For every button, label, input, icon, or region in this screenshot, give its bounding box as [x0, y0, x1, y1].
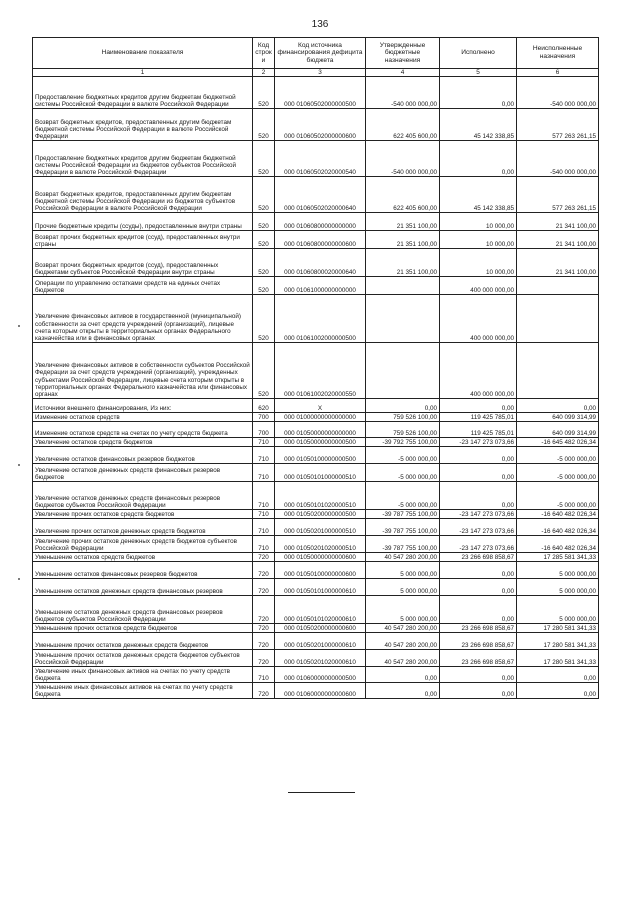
- header-line-code: Код строк и: [253, 38, 275, 69]
- footer-divider: [288, 792, 355, 793]
- row-name: Возврат бюджетных кредитов, предоставленных другим бюджетам бюджетной системы Российской Федерации из бюджетов субъектов Российской Федерации в валюте Российской Федерации: [33, 177, 253, 213]
- row-line-code: 520: [253, 343, 275, 399]
- row-name: Уменьшение остатков денежных средств финансовых резервов: [33, 579, 253, 596]
- row-unexecuted: 17 285 581 341,33: [517, 553, 599, 562]
- table-row: [33, 141, 599, 177]
- row-unexecuted: -16 640 482 026,34: [517, 519, 599, 536]
- table-row: [33, 579, 599, 596]
- row-executed: 0,00: [440, 579, 517, 596]
- row-executed: 0,00: [440, 399, 517, 413]
- row-approved: 0,00: [366, 667, 440, 683]
- column-index: 3: [275, 69, 366, 77]
- row-executed: 10 000,00: [440, 231, 517, 249]
- row-name: Уменьшение прочих остатков средств бюджетов: [33, 624, 253, 633]
- row-unexecuted: -5 000 000,00: [517, 464, 599, 482]
- row-unexecuted: -16 640 482 026,34: [517, 536, 599, 553]
- row-executed: 400 000 000,00: [440, 277, 517, 295]
- row-executed: 23 266 698 858,67: [440, 624, 517, 633]
- row-line-code: 710: [253, 667, 275, 683]
- table-row: [33, 422, 599, 438]
- row-source-code: 000 01050201020000510: [275, 536, 366, 553]
- row-line-code: 520: [253, 231, 275, 249]
- row-source-code: X: [275, 399, 366, 413]
- row-line-code: 720: [253, 562, 275, 579]
- row-approved: -5 000 000,00: [366, 464, 440, 482]
- row-source-code: 000 01050101000000610: [275, 579, 366, 596]
- row-line-code: 710: [253, 482, 275, 510]
- header-row: [33, 38, 599, 69]
- row-unexecuted: 0,00: [517, 399, 599, 413]
- page-number: 136: [311, 19, 329, 30]
- column-index: 4: [366, 69, 440, 77]
- row-approved: 0,00: [366, 683, 440, 699]
- row-line-code: 520: [253, 177, 275, 213]
- row-approved: 5 000 000,00: [366, 596, 440, 624]
- row-name: Увеличение прочих остатков средств бюджетов: [33, 510, 253, 519]
- table-row: [33, 667, 599, 683]
- row-name: Прочие бюджетные кредиты (ссуды), предоставленные внутри страны: [33, 213, 253, 231]
- table-row: [33, 683, 599, 699]
- row-approved: [366, 343, 440, 399]
- row-source-code: 000 01050200000000600: [275, 624, 366, 633]
- row-name: Уменьшение остатков денежных средств финансовых резервов бюджетов субъектов Российской Федерации: [33, 596, 253, 624]
- row-approved: 21 351 100,00: [366, 231, 440, 249]
- row-source-code: 000 01050000000000000: [275, 422, 366, 438]
- table-row: [33, 562, 599, 579]
- row-source-code: 000 01000000000000000: [275, 413, 366, 422]
- margin-dot: [18, 464, 20, 466]
- row-source-code: 000 01060800020000640: [275, 249, 366, 277]
- row-executed: 23 266 698 858,67: [440, 553, 517, 562]
- table-row: [33, 177, 599, 213]
- row-source-code: 000 01050201020000610: [275, 650, 366, 667]
- table-row: [33, 596, 599, 624]
- row-unexecuted: 21 341 100,00: [517, 231, 599, 249]
- table-row: [33, 295, 599, 343]
- row-source-code: 000 01060502020000640: [275, 177, 366, 213]
- header-source-code: Код источника финансирования дефицита бюджета: [275, 38, 366, 69]
- row-executed: 10 000,00: [440, 249, 517, 277]
- margin-dot: [18, 578, 20, 580]
- row-executed: 45 142 338,85: [440, 177, 517, 213]
- row-executed: 0,00: [440, 464, 517, 482]
- row-approved: 40 547 280 200,00: [366, 633, 440, 650]
- row-line-code: 520: [253, 77, 275, 109]
- row-unexecuted: 17 280 581 341,33: [517, 633, 599, 650]
- row-line-code: 720: [253, 624, 275, 633]
- row-executed: 0,00: [440, 596, 517, 624]
- row-executed: 0,00: [440, 683, 517, 699]
- row-source-code: 000 01050101000000510: [275, 464, 366, 482]
- table-row: [33, 249, 599, 277]
- row-source-code: 000 01050201000000510: [275, 519, 366, 536]
- row-source-code: 000 01060800000000000: [275, 213, 366, 231]
- row-line-code: 520: [253, 249, 275, 277]
- row-approved: 40 547 280 200,00: [366, 624, 440, 633]
- row-name: Возврат прочих бюджетных кредитов (ссуд), предоставленных бюджетами субъектов Российской Федерации внутри страны: [33, 249, 253, 277]
- row-name: Увеличение остатков финансовых резервов бюджетов: [33, 447, 253, 464]
- table-row: [33, 464, 599, 482]
- row-executed: 119 425 785,01: [440, 413, 517, 422]
- table-row: [33, 650, 599, 667]
- row-source-code: 000 01050101020000610: [275, 596, 366, 624]
- row-executed: 0,00: [440, 447, 517, 464]
- row-approved: -540 000 000,00: [366, 141, 440, 177]
- row-approved: -5 000 000,00: [366, 482, 440, 510]
- row-approved: 40 547 280 200,00: [366, 650, 440, 667]
- row-executed: -23 147 273 073,66: [440, 536, 517, 553]
- table-row: [33, 413, 599, 422]
- row-executed: -23 147 273 073,66: [440, 519, 517, 536]
- row-line-code: 700: [253, 422, 275, 438]
- column-index: 5: [440, 69, 517, 77]
- row-unexecuted: 577 263 261,15: [517, 109, 599, 141]
- row-source-code: 000 01050100000000600: [275, 562, 366, 579]
- row-executed: 0,00: [440, 482, 517, 510]
- row-approved: 0,00: [366, 399, 440, 413]
- row-line-code: 720: [253, 579, 275, 596]
- row-unexecuted: 5 000 000,00: [517, 579, 599, 596]
- row-source-code: 000 01050100000000500: [275, 447, 366, 464]
- row-name: Увеличение иных финансовых активов на счетах по учету средств бюджета: [33, 667, 253, 683]
- table-row: [33, 399, 599, 413]
- row-line-code: 720: [253, 553, 275, 562]
- row-executed: 10 000,00: [440, 213, 517, 231]
- row-name: Предоставление бюджетных кредитов другим бюджетам бюджетной системы Российской Федерации из бюджетов субъектов Российской Федерации в валюте Российской Федерации: [33, 141, 253, 177]
- row-source-code: 000 01050000000000600: [275, 553, 366, 562]
- row-name: Уменьшение прочих остатков денежных средств бюджетов субъектов Российской Федерации: [33, 650, 253, 667]
- row-unexecuted: -5 000 000,00: [517, 482, 599, 510]
- row-line-code: 710: [253, 536, 275, 553]
- row-executed: 400 000 000,00: [440, 343, 517, 399]
- row-line-code: 720: [253, 596, 275, 624]
- row-unexecuted: 577 263 261,15: [517, 177, 599, 213]
- row-approved: 21 351 100,00: [366, 249, 440, 277]
- table-row: [33, 510, 599, 519]
- table-row: [33, 553, 599, 562]
- header-indicator-name: Наименование показателя: [33, 38, 253, 69]
- row-approved: [366, 277, 440, 295]
- table-row: [33, 519, 599, 536]
- row-line-code: 720: [253, 683, 275, 699]
- row-approved: 622 405 600,00: [366, 177, 440, 213]
- row-line-code: 620: [253, 399, 275, 413]
- header-executed: Исполнено: [440, 38, 517, 69]
- row-unexecuted: 0,00: [517, 667, 599, 683]
- row-approved: -39 787 755 100,00: [366, 510, 440, 519]
- table-row: [33, 343, 599, 399]
- row-executed: 119 425 785,01: [440, 422, 517, 438]
- table-row: [33, 438, 599, 447]
- margin-dot: [18, 325, 20, 327]
- row-approved: -39 792 755 100,00: [366, 438, 440, 447]
- row-line-code: 720: [253, 650, 275, 667]
- row-executed: 0,00: [440, 77, 517, 109]
- row-name: Увеличение остатков денежных средств финансовых резервов бюджетов субъектов Российской Федерации: [33, 482, 253, 510]
- row-name: Предоставление бюджетных кредитов другим бюджетам бюджетной системы Российской Федерации в валюте Российской Федерации: [33, 77, 253, 109]
- table-row: [33, 624, 599, 633]
- row-source-code: 000 01060502020000540: [275, 141, 366, 177]
- row-line-code: 710: [253, 464, 275, 482]
- row-unexecuted: [517, 277, 599, 295]
- row-executed: 23 266 698 858,67: [440, 633, 517, 650]
- row-source-code: 000 01061002020000550: [275, 343, 366, 399]
- table-body: [33, 77, 599, 699]
- row-unexecuted: -16 645 482 026,34: [517, 438, 599, 447]
- table-row: [33, 231, 599, 249]
- row-name: Уменьшение прочих остатков денежных средств бюджетов: [33, 633, 253, 650]
- table-row: [33, 482, 599, 510]
- row-executed: 0,00: [440, 667, 517, 683]
- row-executed: 0,00: [440, 562, 517, 579]
- row-unexecuted: 5 000 000,00: [517, 562, 599, 579]
- row-name: Увеличение прочих остатков денежных средств бюджетов субъектов Российской Федерации: [33, 536, 253, 553]
- row-name: Увеличение остатков средств бюджетов: [33, 438, 253, 447]
- row-approved: -5 000 000,00: [366, 447, 440, 464]
- row-source-code: 000 01060800000000600: [275, 231, 366, 249]
- row-approved: 759 526 100,00: [366, 422, 440, 438]
- row-unexecuted: 640 099 314,99: [517, 422, 599, 438]
- table-row: [33, 77, 599, 109]
- row-line-code: 710: [253, 510, 275, 519]
- column-index: 1: [33, 69, 253, 77]
- row-source-code: 000 01050201000000610: [275, 633, 366, 650]
- header-unexecuted: Неисполненные назначения: [517, 38, 599, 69]
- table-row: [33, 109, 599, 141]
- row-executed: 0,00: [440, 141, 517, 177]
- row-executed: 45 142 338,85: [440, 109, 517, 141]
- row-name: Уменьшение остатков финансовых резервов бюджетов: [33, 562, 253, 579]
- row-approved: 759 526 100,00: [366, 413, 440, 422]
- row-unexecuted: -5 000 000,00: [517, 447, 599, 464]
- table-row: [33, 536, 599, 553]
- row-line-code: 710: [253, 447, 275, 464]
- row-line-code: 720: [253, 633, 275, 650]
- row-line-code: 520: [253, 295, 275, 343]
- table-row: [33, 213, 599, 231]
- row-unexecuted: [517, 343, 599, 399]
- column-index: 2: [253, 69, 275, 77]
- row-unexecuted: 21 341 100,00: [517, 213, 599, 231]
- row-source-code: 000 01061002000000500: [275, 295, 366, 343]
- row-unexecuted: -540 000 000,00: [517, 141, 599, 177]
- row-executed: -23 147 273 073,66: [440, 510, 517, 519]
- row-approved: -39 787 755 100,00: [366, 536, 440, 553]
- row-unexecuted: 17 280 581 341,33: [517, 624, 599, 633]
- row-source-code: 000 01060502000000600: [275, 109, 366, 141]
- table-row: [33, 447, 599, 464]
- row-name: Возврат бюджетных кредитов, предоставленных другим бюджетам бюджетной системы Российской Федерации в валюте Российской Федерации: [33, 109, 253, 141]
- row-name: Изменение остатков средств: [33, 413, 253, 422]
- row-name: Увеличение прочих остатков денежных средств бюджетов: [33, 519, 253, 536]
- row-executed: 400 000 000,00: [440, 295, 517, 343]
- header-approved: Утвержденные бюджетные назначения: [366, 38, 440, 69]
- row-name: Возврат прочих бюджетных кредитов (ссуд), предоставленных внутри страны: [33, 231, 253, 249]
- row-unexecuted: 0,00: [517, 683, 599, 699]
- row-executed: -23 147 273 073,66: [440, 438, 517, 447]
- column-index-row: [33, 69, 599, 77]
- budget-deficit-sources-table: [32, 37, 599, 699]
- row-approved: [366, 295, 440, 343]
- row-name: Уменьшение иных финансовых активов на счетах по учету средств бюджета: [33, 683, 253, 699]
- row-name: Изменение остатков средств на счетах по учету средств бюджета: [33, 422, 253, 438]
- row-name: Увеличение финансовых активов в государственной (муниципальной) собственности за счет средств учреждений (организаций), лицевые счета которым открыты в территориальных органах Федерального казначейства или в финансовых органах: [33, 295, 253, 343]
- row-unexecuted: -540 000 000,00: [517, 77, 599, 109]
- row-unexecuted: 5 000 000,00: [517, 596, 599, 624]
- row-approved: 40 547 280 200,00: [366, 553, 440, 562]
- column-index: 6: [517, 69, 599, 77]
- row-source-code: 000 01060502000000500: [275, 77, 366, 109]
- row-line-code: 710: [253, 519, 275, 536]
- row-name: Увеличение остатков денежных средств финансовых резервов бюджетов: [33, 464, 253, 482]
- row-source-code: 000 01060000000000600: [275, 683, 366, 699]
- row-name: Увеличение финансовых активов в собственности субъектов Российской Федерации за счет средств учреждений (организаций), учрежденных субъектами Российской Федерации, лицевые счета которым открыты в территориальных органах Федерального казначейства или финансовых органах: [33, 343, 253, 399]
- row-executed: 23 266 698 858,67: [440, 650, 517, 667]
- row-unexecuted: 640 099 314,99: [517, 413, 599, 422]
- row-approved: 21 351 100,00: [366, 213, 440, 231]
- row-unexecuted: 21 341 100,00: [517, 249, 599, 277]
- row-approved: 622 405 600,00: [366, 109, 440, 141]
- row-approved: 5 000 000,00: [366, 579, 440, 596]
- row-approved: -540 000 000,00: [366, 77, 440, 109]
- row-line-code: 700: [253, 413, 275, 422]
- table-row: [33, 633, 599, 650]
- row-source-code: 000 01061000000000000: [275, 277, 366, 295]
- row-unexecuted: -16 640 482 026,34: [517, 510, 599, 519]
- table-row: [33, 277, 599, 295]
- row-name: Уменьшение остатков средств бюджетов: [33, 553, 253, 562]
- row-line-code: 520: [253, 277, 275, 295]
- row-source-code: 000 01050101020000510: [275, 482, 366, 510]
- row-approved: -39 787 755 100,00: [366, 519, 440, 536]
- row-source-code: 000 01060000000000500: [275, 667, 366, 683]
- row-line-code: 520: [253, 141, 275, 177]
- row-line-code: 520: [253, 109, 275, 141]
- row-source-code: 000 01050200000000500: [275, 510, 366, 519]
- row-approved: 5 000 000,00: [366, 562, 440, 579]
- row-unexecuted: [517, 295, 599, 343]
- row-name: Операции по управлению остатками средств на единых счетах бюджетов: [33, 277, 253, 295]
- row-name: Источники внешнего финансирования, Из них:: [33, 399, 253, 413]
- row-source-code: 000 01050000000000500: [275, 438, 366, 447]
- row-unexecuted: 17 280 581 341,33: [517, 650, 599, 667]
- row-line-code: 710: [253, 438, 275, 447]
- row-line-code: 520: [253, 213, 275, 231]
